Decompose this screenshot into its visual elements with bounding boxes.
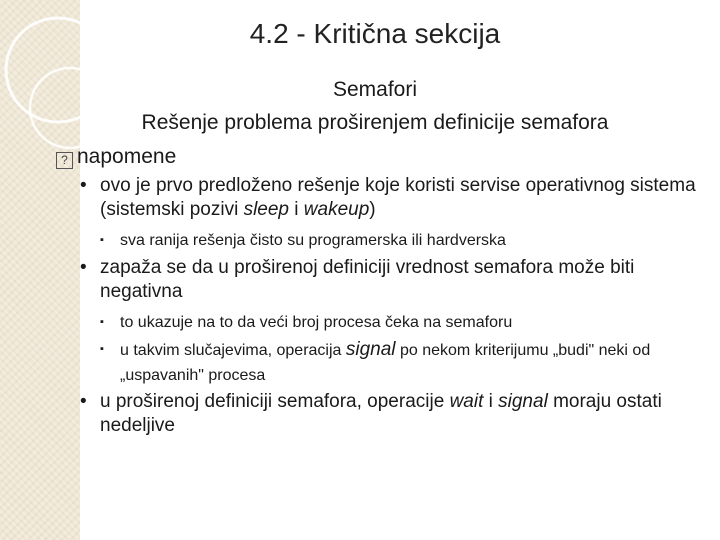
section-heading (56, 145, 176, 169)
slide-subtitle: Semafori (332, 78, 418, 101)
checkbox-bullet-icon: ? (56, 152, 73, 169)
square-bullet-icon: ▪ (100, 234, 104, 246)
list-item: • zapaža se da u proširenoj definiciji vrednost semafora može biti negativna (80, 257, 635, 302)
bullet-icon: • (80, 391, 87, 412)
square-bullet-icon: ▪ (100, 316, 104, 328)
slide-title: 4.2 - Kritična sekcija (249, 18, 501, 49)
slide-subheading: Rešenje problema proširenjem definicije semafora (141, 111, 609, 134)
list-item: ▪ sva ranija rešenja čisto su programerska ili hardverska (120, 228, 700, 253)
list-item: ▪ u takvim slučajevima, operacija signal po nekom kriterijumu „budi" neki od „uspavanih" procesa (100, 339, 651, 384)
bullet-icon: • (80, 175, 87, 196)
section-label: napomene (77, 145, 177, 168)
bullet-icon: • (80, 257, 87, 278)
square-bullet-icon: ▪ (100, 343, 104, 355)
list-item: • u proširenoj definiciji semafora, operacije wait i signal moraju ostati nedeljive (80, 391, 662, 436)
list-item: • ovo je prvo predloženo rešenje koje koristi servise operativnog sistema (sistemski pozivi sleep i wakeup) (80, 175, 696, 220)
list-item: ▪ to ukazuje na to da veći broj procesa čeka na semaforu (120, 310, 700, 335)
